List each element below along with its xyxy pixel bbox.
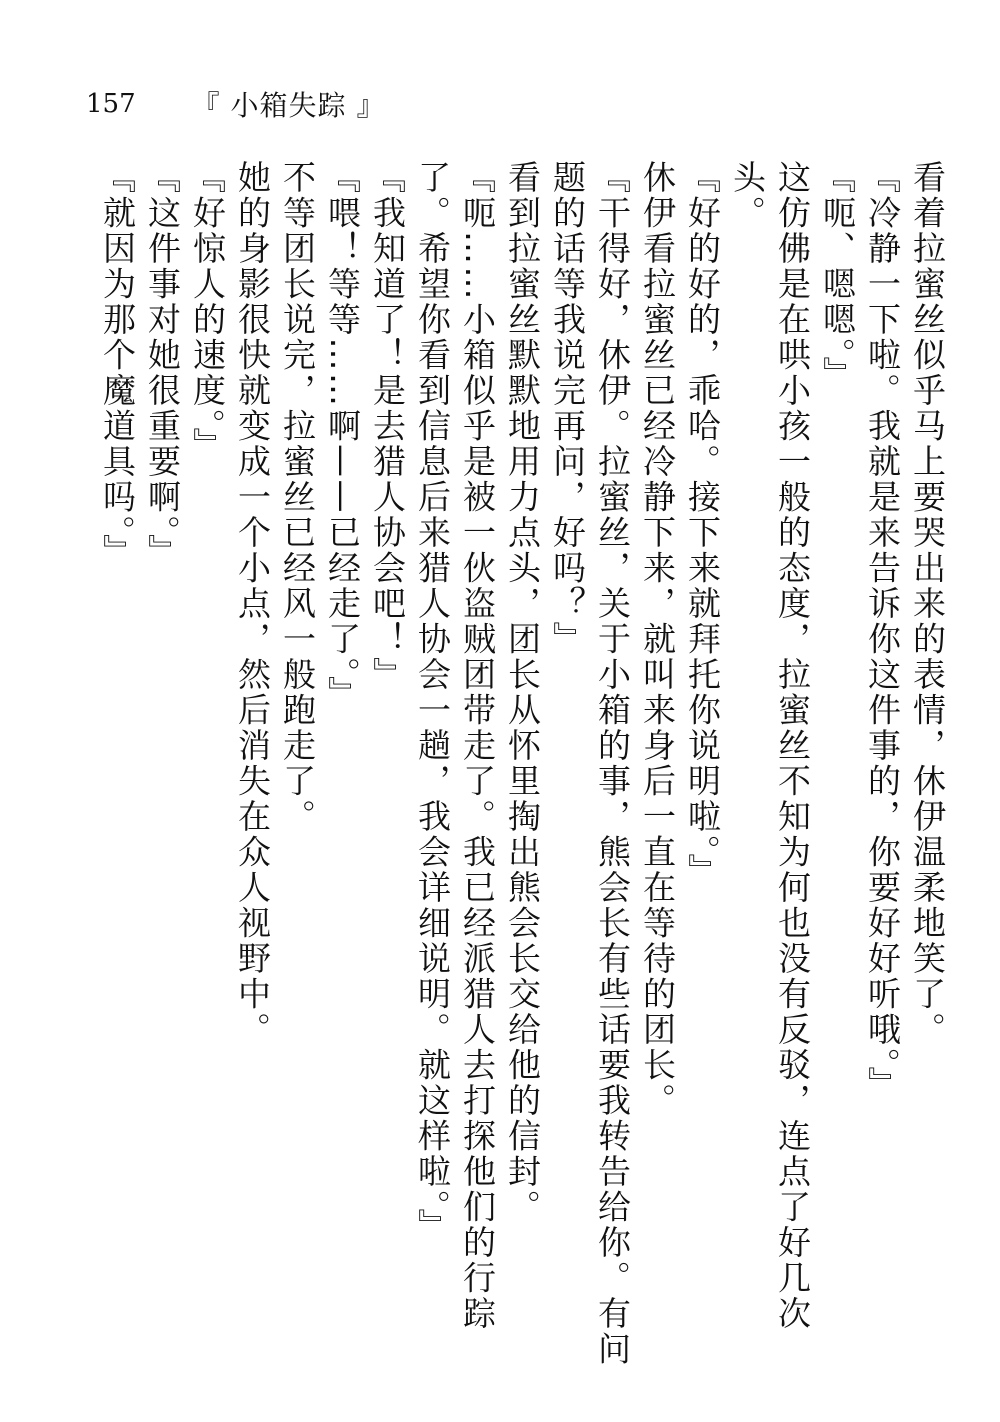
paragraph: 『冷静一下啦。我就是来告诉你这件事的，你要好好听哦。』 <box>863 160 902 1102</box>
paragraph: 看着拉蜜丝似乎马上要哭出来的表情，休伊温柔地笑了。 <box>908 160 947 1048</box>
paragraph: 『呃……小箱似乎是被一伙盗贼团带走了。我已经派猎人去打探他们的行踪了。希望你看到信息后来猎人协会一趟，我会详细说明。就这样啦。』 <box>413 160 497 1332</box>
page-number: 157 <box>86 89 136 119</box>
paragraph: 这仿佛是在哄小孩一般的态度，拉蜜丝不知为何也没有反驳，连点了好几次头。 <box>728 160 812 1332</box>
paragraph: 『好的好的，乖哈。接下来就拜托你说明啦。』 <box>683 160 722 889</box>
paragraph: 『这件事对她很重要啊。』 <box>143 160 182 570</box>
paragraph: 『好惊人的速度。』 <box>188 160 227 463</box>
chapter-title: 『 小箱失踪 』 <box>191 89 386 122</box>
paragraph: 她的身影很快就变成一个小点，然后消失在众人视野中。 <box>233 160 272 1048</box>
paragraph: 看到拉蜜丝默默地用力点头，团长从怀里掏出熊会长交给他的信封。 <box>503 160 542 1225</box>
paragraph: 『呃、嗯嗯。』 <box>818 160 857 392</box>
paragraph: 休伊看拉蜜丝已经冷静下来，就叫来身后一直在等待的团长。 <box>638 160 677 1119</box>
paragraph: 『干得好，休伊。拉蜜丝，关于小箱的事，熊会长有些话要我转告给你。有问题的话等我说完再问，好吗？』 <box>548 160 632 1367</box>
paragraph: 不等团长说完，拉蜜丝已经风一般跑走了。 <box>278 160 317 835</box>
paragraph: 『我知道了！是去猎人协会吧！』 <box>368 160 407 693</box>
paragraph: 『喂！等等……啊——已经走了。』 <box>323 160 362 712</box>
page-header <box>86 84 385 124</box>
paragraph: 『就因为那个魔道具吗。』 <box>98 160 137 570</box>
vertical-text-body <box>70 160 950 1370</box>
